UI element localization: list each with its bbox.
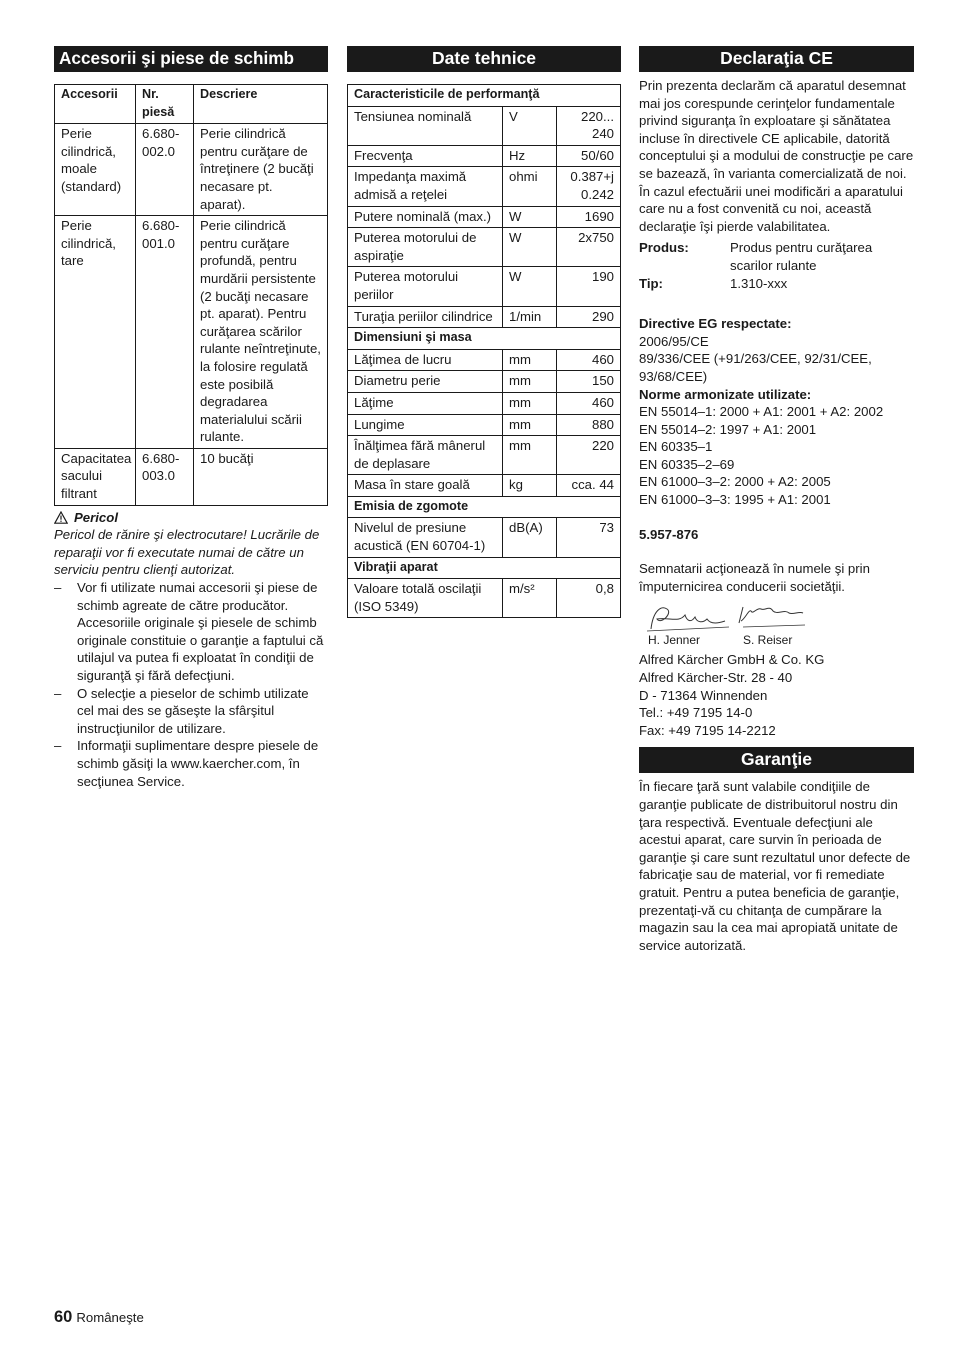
type-label: Tip: [639,275,663,291]
table-row [55,124,328,216]
norm-item: EN 55014–2: 1997 + A1: 2001 [639,421,817,437]
group-heading: Emisia de zgomote [348,496,621,518]
spec-unit: W [503,206,557,228]
type-value: 1.310-xxx [730,275,788,291]
spec-unit: kg [503,475,557,497]
spec-value: 460 [557,349,621,371]
product-value: Produs pentru curăţarea scarilor rulante [730,240,873,273]
spec-unit: mm [503,349,557,371]
signature-image [639,601,819,635]
directive-item: 2006/95/CE [639,333,709,349]
spec-value: 73 [557,518,621,557]
accessories-section [54,46,328,790]
spec-label: Puterea motorului de aspiraţie [348,228,503,267]
spec-unit: mm [503,371,557,393]
spec-value: 460 [557,392,621,414]
type-row [639,275,914,293]
table-row [348,267,621,306]
product-row [639,239,914,274]
signer-1: H. Jenner [648,633,701,648]
spec-value: 2x750 [557,228,621,267]
header-nr-piesa: Nr. piesă [136,85,194,124]
spec-value: 0,8 [557,579,621,618]
accessory-name: Capacitatea sacului filtrant [55,448,136,505]
warning-title: Pericol [74,509,118,525]
spec-value: 1690 [557,206,621,228]
table-group-row [348,328,621,350]
norms-title: Norme armonizate utilizate: [639,386,812,402]
list-item: – O selecţie a pieselor de schimb utilizate cel mai des se găseşte la sfârşitul instrucţiunilor de utilizare. [54,685,328,738]
page-footer [54,1309,144,1327]
accessory-name: Perie cilindrică, moale (standard) [55,124,136,216]
signer-2: S. Reiser [743,633,793,648]
table-group-row [348,496,621,518]
spec-unit: W [503,228,557,267]
table-row [348,579,621,618]
spec-label: Frecvenţa [348,145,503,167]
table-row [348,206,621,228]
spec-value: 0.387+j 0.242 [557,167,621,206]
ce-declaration-section [639,46,914,954]
part-number: 6.680-003.0 [136,448,194,505]
group-heading: Caracteristicile de performanţă [348,85,621,107]
document-number: 5.957-876 [639,526,699,542]
table-row [348,145,621,167]
spec-unit: dB(A) [503,518,557,557]
spec-value: 220... 240 [557,106,621,145]
group-heading: Dimensiuni şi masa [348,328,621,350]
directives-title: Directive EG respectate: [639,316,792,332]
spec-value: 880 [557,414,621,436]
accessory-description: Perie cilindrică pentru curăţare profundă, pentru murdării persistente (2 bucăţi necasare pt. aparat). Pentru curăţarea scărilor rulante neîntreţinute, la folosire regulată este posibilă degradarea materialului scării rulante. [194,216,328,449]
norm-item: EN 55014–1: 2000 + A1: 2001 + A2: 2002 [639,404,884,420]
table-row [348,306,621,328]
signatures [639,601,914,651]
table-row [348,167,621,206]
footer-language: Româneşte [76,1310,144,1325]
page-number: 60 [54,1308,73,1326]
spec-label: Diametru perie [348,371,503,393]
accessory-description: Perie cilindrică pentru curăţare de întreţinere (2 bucăţi necasare pt. aparat). [194,124,328,216]
norm-item: EN 61000–3–3: 1995 + A1: 2001 [639,492,831,508]
table-row [348,349,621,371]
spec-value: cca. 44 [557,475,621,497]
table-row [348,414,621,436]
accessories-header-row [55,85,328,124]
spec-label: Nivelul de presiune acustică (EN 60704-1) [348,518,503,557]
spec-unit: mm [503,414,557,436]
spec-value: 290 [557,306,621,328]
spec-label: Masa în stare goală [348,475,503,497]
technical-data-table [347,84,621,618]
spec-unit: W [503,267,557,306]
norm-item: EN 60335–1 [639,439,713,455]
spec-label: Valoare totală oscilaţii (ISO 5349) [348,579,503,618]
spec-unit: mm [503,436,557,475]
spec-label: Tensiunea nominală [348,106,503,145]
accessory-name: Perie cilindrică, tare [55,216,136,449]
spec-unit: ohmi [503,167,557,206]
ce-declaration-title: Declaraţia CE [639,46,914,72]
spec-unit: mm [503,392,557,414]
table-row [348,475,621,497]
directive-item: 89/336/CEE (+91/263/CEE, 92/31/CEE, 93/68/CEE) [639,351,872,384]
warranty-text: În fiecare ţară sunt valabile condiţiile de garanţie publicate de distribuitorul nostru din ţara respectivă. Eventuale defecţiuni ale acestui aparat, care survin în perioada de garanţie şi care sunt rezultatul unor defecte de fabricaţie sau de material, vor fi remediate gratuit. Pentru a putea beneficia de garanţie, prezentaţi-vă cu chitanţa de cumpărare la magazin sau la cea mai apropiată unitate de service autorizată. [639,779,911,953]
accessories-title: Accesorii şi piese de schimb [54,46,328,72]
header-accesorii: Accesorii [55,85,136,124]
address-line: Fax: +49 7195 14-2212 [639,722,776,738]
spec-label: Lungime [348,414,503,436]
spec-value: 150 [557,371,621,393]
spec-label: Lăţime [348,392,503,414]
warning-text: Pericol de rănire şi electrocutare! Lucrările de reparaţii vor fi executate numai de către un serviciu pentru clienţi autorizat. [54,527,320,578]
norm-item: EN 60335–2–69 [639,456,735,472]
address-line: D - 71364 Winnenden [639,687,768,703]
table-row [348,392,621,414]
spec-unit: m/s² [503,579,557,618]
part-number: 6.680-001.0 [136,216,194,449]
table-group-row [348,557,621,579]
table-row [55,448,328,505]
warranty-title: Garanţie [639,747,914,773]
technical-data-section [347,46,621,618]
list-item: – Vor fi utilizate numai accesorii şi piese de schimb agreate de către producător. Accesoriile originale şi piesele de schimb originale constituie o garanţie a faptului că utilajul va putea fi exploatat în condiţii de siguranţă şi fără defecţiuni. [54,579,328,685]
ce-declaration-intro: Prin prezenta declarăm că aparatul desemnat mai jos corespunde cerinţelor fundamentale privind siguranţa în exploatare şi sănătatea incluse în directivele CE aplicabile, datorită conceptului şi a modului de construcţie pe care se bazează, în varianta comercializată de noi. În cazul efectuării unei modificări a aparatului care nu a fost convenită cu noi, această declaraţie îşi pierde valabilitatea. [639,78,914,234]
spec-label: Turaţia periilor cilindrice [348,306,503,328]
table-row [348,436,621,475]
spec-value: 220 [557,436,621,475]
spec-value: 50/60 [557,145,621,167]
table-row [348,518,621,557]
spec-unit: Hz [503,145,557,167]
norm-item: EN 61000–3–2: 2000 + A2: 2005 [639,474,831,490]
list-item: – Informaţii suplimentare despre piesele de schimb găsiţi la www.kaercher.com, în secţiunea Service. [54,737,328,790]
address-line: Tel.: +49 7195 14-0 [639,705,753,721]
table-row [55,216,328,449]
table-row [348,228,621,267]
spec-label: Putere nominală (max.) [348,206,503,228]
technical-data-title: Date tehnice [347,46,621,72]
accessory-description: 10 bucăţi [194,448,328,505]
product-label: Produs: [639,240,689,256]
table-group-row [348,85,621,107]
group-heading: Vibraţii aparat [348,557,621,579]
spec-label: Înălţimea fără mânerul de deplasare [348,436,503,475]
accessories-table [54,84,328,506]
spec-value: 190 [557,267,621,306]
spec-label: Lăţimea de lucru [348,349,503,371]
signatories-text: Semnatarii acţionează în numele şi prin împuternicirea conducerii societăţii. [639,561,870,594]
header-descriere: Descriere [194,85,328,124]
address-line: Alfred Kärcher-Str. 28 - 40 [639,670,793,686]
table-row [348,106,621,145]
spec-label: Impedanţa maximă admisă a reţelei [348,167,503,206]
spec-unit: 1/min [503,306,557,328]
warning-triangle-icon [54,511,68,524]
table-row [348,371,621,393]
address-line: Alfred Kärcher GmbH & Co. KG [639,652,825,668]
part-number: 6.680-002.0 [136,124,194,216]
warning-heading [54,509,328,527]
accessories-bullets [54,579,328,790]
spec-unit: V [503,106,557,145]
spec-label: Puterea motorului periilor [348,267,503,306]
